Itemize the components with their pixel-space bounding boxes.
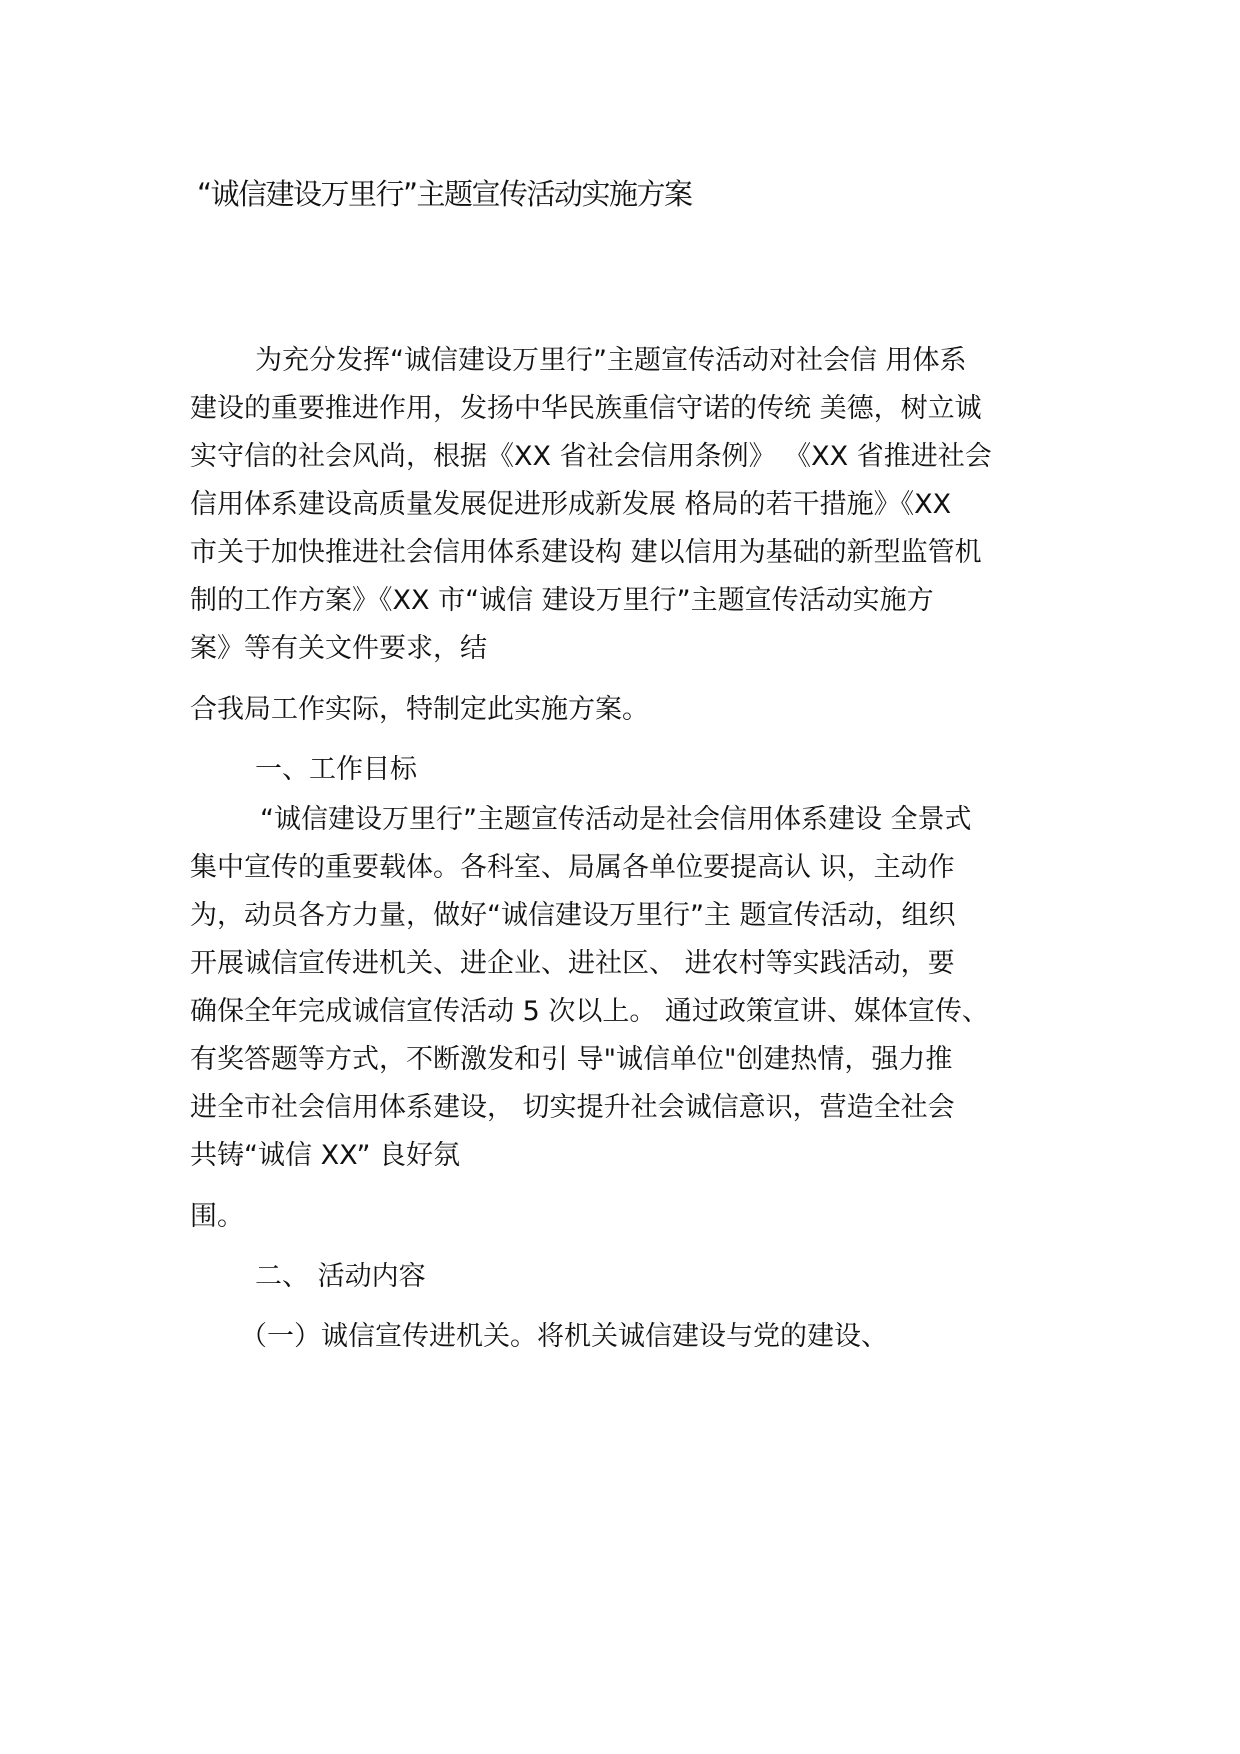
subsection-heading: （一）诚信宣传进机关。将机关诚信建设与党的建设、 [240,1321,888,1352]
paragraph-line: 合我局工作实际，特制定此实施方案。 [190,694,649,725]
paragraph-line: 为，动员各方力量，做好“诚信建设万里行”主 题宣传活动，组织 [190,900,956,931]
document-title: “诚信建设万里行”主题宣传活动实施方案 [197,177,692,211]
section-heading-activities: 二、 活动内容 [255,1261,426,1292]
paragraph-line: 实守信的社会风尚，根据《XX 省社会信用条例》 《XX 省推进社会 [190,441,992,472]
paragraph-line: 集中宣传的重要载体。各科室、局属各单位要提高认 识，主动作 [190,852,955,883]
paragraph-line: 案》等有关文件要求，结 [190,633,487,664]
paragraph-line: 确保全年完成诚信宣传活动 5 次以上。 通过政策宣讲、媒体宣传、 [190,996,989,1027]
paragraph-line: 有奖答题等方式，不断激发和引 导"诚信单位"创建热情，强力推 [190,1044,953,1075]
section-heading-goals: 一、工作目标 [255,754,417,785]
paragraph-line: “诚信建设万里行”主题宣传活动是社会信用体系建设 全景式 [260,804,972,835]
paragraph-line: 制的工作方案》《XX 市“诚信 建设万里行”主题宣传活动实施方 [190,585,934,616]
paragraph-line: 开展诚信宣传进机关、进企业、进社区、 进农村等实践活动，要 [190,948,955,979]
paragraph-line: 围。 [190,1201,244,1232]
paragraph-line: 共铸“诚信 XX” 良好氛 [190,1140,461,1171]
paragraph-line: 进全市社会信用体系建设， 切实提升社会诚信意识，营造全社会 [190,1092,955,1123]
paragraph-line: 市关于加快推进社会信用体系建设构 建以信用为基础的新型监管机 [190,537,982,568]
paragraph-line: 信用体系建设高质量发展促进形成新发展 格局的若干措施》《XX [190,489,952,520]
paragraph-line: 为充分发挥“诚信建设万里行”主题宣传活动对社会信 用体系 [255,345,967,376]
paragraph-line: 建设的重要推进作用，发扬中华民族重信守诺的传统 美德，树立诚 [190,393,982,424]
